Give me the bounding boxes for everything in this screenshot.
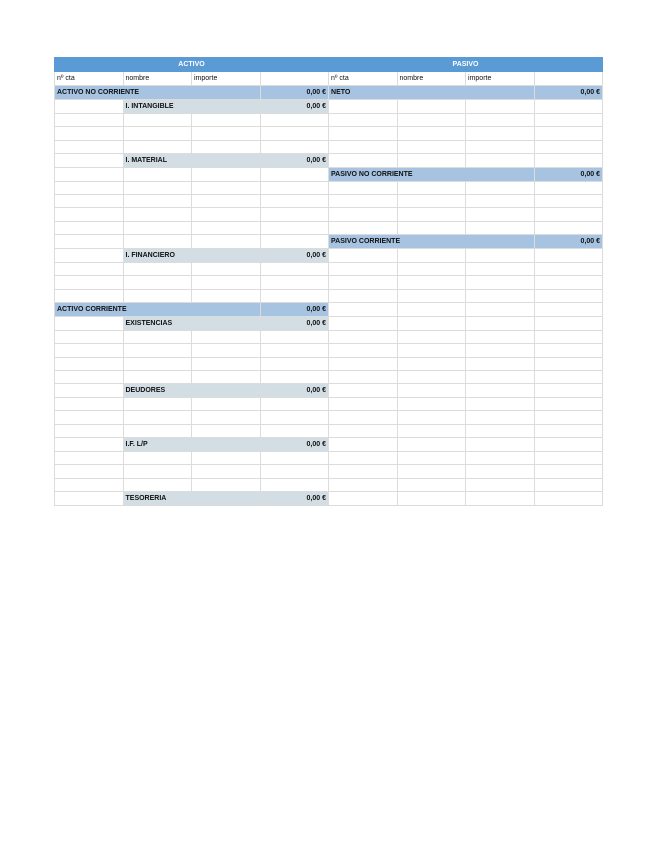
empty-cell[interactable]	[397, 370, 466, 383]
pasivo-corriente-value[interactable]: 0,00 €	[534, 235, 603, 249]
empty-cell[interactable]	[466, 357, 535, 370]
empty-cell[interactable]	[466, 330, 535, 343]
empty-cell[interactable]	[260, 181, 329, 194]
empty-cell[interactable]	[466, 276, 535, 289]
empty-cell[interactable]	[534, 195, 603, 208]
empty-cell[interactable]	[329, 302, 398, 316]
col-header-nombre[interactable]: nombre	[123, 72, 192, 86]
neto-value[interactable]: 0,00 €	[534, 86, 603, 100]
empty-cell[interactable]	[397, 438, 466, 452]
empty-cell[interactable]	[260, 221, 329, 234]
empty-cell[interactable]	[260, 72, 329, 86]
empty-cell[interactable]	[534, 100, 603, 114]
empty-cell[interactable]	[534, 411, 603, 424]
empty-cell[interactable]	[466, 316, 535, 330]
empty-cell[interactable]	[192, 344, 261, 357]
empty-cell[interactable]	[466, 100, 535, 114]
empty-cell[interactable]	[534, 127, 603, 140]
sheet-row	[55, 153, 603, 167]
empty-cell[interactable]	[55, 181, 124, 194]
empty-cell[interactable]	[329, 289, 398, 302]
empty-cell[interactable]	[397, 491, 466, 505]
empty-cell[interactable]	[466, 195, 535, 208]
sheet-row	[55, 140, 603, 153]
empty-cell[interactable]	[397, 424, 466, 437]
sheet-row	[55, 478, 603, 491]
empty-cell[interactable]	[260, 478, 329, 491]
empty-cell[interactable]	[260, 263, 329, 276]
empty-cell[interactable]	[397, 195, 466, 208]
empty-cell[interactable]	[260, 465, 329, 478]
empty-cell[interactable]	[123, 357, 192, 370]
empty-cell[interactable]	[397, 289, 466, 302]
empty-cell[interactable]	[123, 478, 192, 491]
empty-cell[interactable]	[534, 384, 603, 398]
empty-cell[interactable]	[55, 100, 124, 114]
empty-cell[interactable]	[192, 411, 261, 424]
empty-cell[interactable]	[260, 114, 329, 127]
empty-cell[interactable]	[123, 465, 192, 478]
empty-cell[interactable]	[534, 316, 603, 330]
empty-cell[interactable]	[329, 384, 398, 398]
empty-cell[interactable]	[192, 424, 261, 437]
empty-cell[interactable]	[55, 276, 124, 289]
empty-cell[interactable]	[329, 398, 398, 411]
empty-cell[interactable]	[329, 140, 398, 153]
empty-cell[interactable]	[192, 167, 261, 181]
empty-cell[interactable]	[55, 127, 124, 140]
empty-cell[interactable]	[55, 263, 124, 276]
empty-cell[interactable]	[192, 452, 261, 465]
empty-cell[interactable]	[123, 424, 192, 437]
sheet-row	[55, 384, 603, 398]
empty-cell[interactable]	[260, 140, 329, 153]
sheet-row	[55, 235, 603, 249]
empty-cell[interactable]	[55, 438, 124, 452]
empty-cell[interactable]	[534, 276, 603, 289]
empty-cell[interactable]	[466, 465, 535, 478]
sheet-row	[55, 357, 603, 370]
activo-header[interactable]: ACTIVO	[55, 58, 329, 72]
empty-cell[interactable]	[55, 289, 124, 302]
empty-cell[interactable]	[329, 127, 398, 140]
neto-label[interactable]: NETO	[329, 86, 535, 100]
empty-cell[interactable]	[466, 153, 535, 167]
empty-cell[interactable]	[260, 398, 329, 411]
sheet-row	[55, 465, 603, 478]
empty-cell[interactable]	[397, 316, 466, 330]
pasivo-no-corriente-value[interactable]: 0,00 €	[534, 167, 603, 181]
empty-cell[interactable]	[55, 221, 124, 234]
empty-cell[interactable]	[397, 384, 466, 398]
financiero-value[interactable]: 0,00 €	[260, 249, 329, 263]
empty-cell[interactable]	[55, 370, 124, 383]
empty-cell[interactable]	[534, 72, 603, 86]
empty-cell[interactable]	[466, 181, 535, 194]
empty-cell[interactable]	[260, 167, 329, 181]
empty-cell[interactable]	[534, 398, 603, 411]
empty-cell[interactable]	[55, 465, 124, 478]
empty-cell[interactable]	[397, 452, 466, 465]
empty-cell[interactable]	[55, 384, 124, 398]
empty-cell[interactable]	[466, 249, 535, 263]
empty-cell[interactable]	[55, 330, 124, 343]
empty-cell[interactable]	[55, 153, 124, 167]
empty-cell[interactable]	[192, 114, 261, 127]
empty-cell[interactable]	[534, 438, 603, 452]
empty-cell[interactable]	[192, 357, 261, 370]
pasivo-header[interactable]: PASIVO	[329, 58, 603, 72]
sheet-row	[55, 263, 603, 276]
sheet-row	[55, 424, 603, 437]
col-header-importe[interactable]: importe	[466, 72, 535, 86]
empty-cell[interactable]	[329, 208, 398, 221]
empty-cell[interactable]	[397, 344, 466, 357]
empty-cell[interactable]	[397, 208, 466, 221]
empty-cell[interactable]	[534, 357, 603, 370]
col-header-importe[interactable]: importe	[192, 72, 261, 86]
sheet-row	[55, 344, 603, 357]
empty-cell[interactable]	[329, 100, 398, 114]
empty-cell[interactable]	[466, 491, 535, 505]
existencias-value[interactable]: 0,00 €	[260, 316, 329, 330]
empty-cell[interactable]	[192, 127, 261, 140]
empty-cell[interactable]	[534, 302, 603, 316]
empty-cell[interactable]	[397, 478, 466, 491]
empty-cell[interactable]	[397, 263, 466, 276]
empty-cell[interactable]	[123, 195, 192, 208]
empty-cell[interactable]	[123, 167, 192, 181]
sheet-row	[55, 181, 603, 194]
empty-cell[interactable]	[466, 424, 535, 437]
tesoreria-label[interactable]: TESORERIA	[123, 491, 260, 505]
sheet-row	[55, 167, 603, 181]
tesoreria-value[interactable]: 0,00 €	[260, 491, 329, 505]
empty-cell[interactable]	[260, 208, 329, 221]
empty-cell[interactable]	[329, 370, 398, 383]
if-lp-value[interactable]: 0,00 €	[260, 438, 329, 452]
empty-cell[interactable]	[397, 302, 466, 316]
sheet-row	[55, 491, 603, 505]
deudores-label[interactable]: DEUDORES	[123, 384, 260, 398]
empty-cell[interactable]	[397, 411, 466, 424]
empty-cell[interactable]	[123, 276, 192, 289]
empty-cell[interactable]	[534, 263, 603, 276]
empty-cell[interactable]	[329, 357, 398, 370]
pasivo-no-corriente-label[interactable]: PASIVO NO CORRIENTE	[329, 167, 535, 181]
empty-cell[interactable]	[329, 330, 398, 343]
empty-cell[interactable]	[192, 289, 261, 302]
empty-cell[interactable]	[534, 491, 603, 505]
empty-cell[interactable]	[329, 344, 398, 357]
intangible-value[interactable]: 0,00 €	[260, 100, 329, 114]
empty-cell[interactable]	[192, 465, 261, 478]
empty-cell[interactable]	[329, 438, 398, 452]
empty-cell[interactable]	[466, 263, 535, 276]
empty-cell[interactable]	[397, 114, 466, 127]
empty-cell[interactable]	[123, 127, 192, 140]
empty-cell[interactable]	[329, 181, 398, 194]
empty-cell[interactable]	[260, 411, 329, 424]
empty-cell[interactable]	[260, 195, 329, 208]
empty-cell[interactable]	[55, 249, 124, 263]
col-header-ncta[interactable]: nº cta	[55, 72, 124, 86]
empty-cell[interactable]	[260, 276, 329, 289]
sheet-row	[55, 58, 603, 72]
empty-cell[interactable]	[192, 140, 261, 153]
sheet-row	[55, 370, 603, 383]
empty-cell[interactable]	[397, 465, 466, 478]
sheet-row	[55, 452, 603, 465]
empty-cell[interactable]	[55, 344, 124, 357]
empty-cell[interactable]	[466, 208, 535, 221]
empty-cell[interactable]	[534, 249, 603, 263]
sheet-row	[55, 249, 603, 263]
sheet-row	[55, 302, 603, 316]
empty-cell[interactable]	[192, 478, 261, 491]
empty-cell[interactable]	[55, 357, 124, 370]
financiero-label[interactable]: I. FINANCIERO	[123, 249, 260, 263]
empty-cell[interactable]	[397, 221, 466, 234]
empty-cell[interactable]	[55, 424, 124, 437]
empty-cell[interactable]	[397, 140, 466, 153]
empty-cell[interactable]	[466, 452, 535, 465]
intangible-label[interactable]: I. INTANGIBLE	[123, 100, 260, 114]
empty-cell[interactable]	[192, 330, 261, 343]
empty-cell[interactable]	[192, 398, 261, 411]
empty-cell[interactable]	[123, 452, 192, 465]
sheet-row	[55, 72, 603, 86]
empty-cell[interactable]	[466, 289, 535, 302]
empty-cell[interactable]	[534, 330, 603, 343]
deudores-value[interactable]: 0,00 €	[260, 384, 329, 398]
empty-cell[interactable]	[55, 195, 124, 208]
empty-cell[interactable]	[123, 140, 192, 153]
empty-cell[interactable]	[466, 344, 535, 357]
pasivo-corriente-label[interactable]: PASIVO CORRIENTE	[329, 235, 535, 249]
empty-cell[interactable]	[123, 289, 192, 302]
empty-cell[interactable]	[397, 249, 466, 263]
empty-cell[interactable]	[55, 208, 124, 221]
sheet-row	[55, 438, 603, 452]
empty-cell[interactable]	[260, 289, 329, 302]
empty-cell[interactable]	[329, 491, 398, 505]
if-lp-label[interactable]: I.F. L/P	[123, 438, 260, 452]
empty-cell[interactable]	[466, 127, 535, 140]
sheet-row	[55, 114, 603, 127]
activo-corriente-value[interactable]: 0,00 €	[260, 302, 329, 316]
empty-cell[interactable]	[123, 330, 192, 343]
sheet-row	[55, 276, 603, 289]
empty-cell[interactable]	[534, 370, 603, 383]
empty-cell[interactable]	[329, 114, 398, 127]
empty-cell[interactable]	[329, 263, 398, 276]
empty-cell[interactable]	[260, 344, 329, 357]
activo-no-corriente-value[interactable]: 0,00 €	[260, 86, 329, 100]
empty-cell[interactable]	[260, 127, 329, 140]
empty-cell[interactable]	[534, 221, 603, 234]
empty-cell[interactable]	[397, 357, 466, 370]
empty-cell[interactable]	[192, 235, 261, 249]
empty-cell[interactable]	[466, 438, 535, 452]
empty-cell[interactable]	[123, 208, 192, 221]
empty-cell[interactable]	[397, 181, 466, 194]
empty-cell[interactable]	[55, 398, 124, 411]
sheet-row	[55, 330, 603, 343]
empty-cell[interactable]	[534, 478, 603, 491]
empty-cell[interactable]	[466, 384, 535, 398]
empty-cell[interactable]	[123, 263, 192, 276]
empty-cell[interactable]	[329, 424, 398, 437]
sheet-row	[55, 411, 603, 424]
sheet-row	[55, 289, 603, 302]
empty-cell[interactable]	[466, 370, 535, 383]
empty-cell[interactable]	[260, 452, 329, 465]
empty-cell[interactable]	[534, 289, 603, 302]
existencias-label[interactable]: EXISTENCIAS	[123, 316, 260, 330]
empty-cell[interactable]	[192, 208, 261, 221]
empty-cell[interactable]	[192, 221, 261, 234]
sheet-row	[55, 221, 603, 234]
empty-cell[interactable]	[55, 235, 124, 249]
empty-cell[interactable]	[466, 411, 535, 424]
empty-cell[interactable]	[260, 424, 329, 437]
empty-cell[interactable]	[397, 276, 466, 289]
sheet-row	[55, 100, 603, 114]
empty-cell[interactable]	[123, 411, 192, 424]
empty-cell[interactable]	[123, 181, 192, 194]
empty-cell[interactable]	[329, 478, 398, 491]
empty-cell[interactable]	[534, 344, 603, 357]
empty-cell[interactable]	[55, 491, 124, 505]
empty-cell[interactable]	[534, 208, 603, 221]
empty-cell[interactable]	[534, 424, 603, 437]
empty-cell[interactable]	[192, 276, 261, 289]
empty-cell[interactable]	[329, 452, 398, 465]
empty-cell[interactable]	[329, 221, 398, 234]
col-header-ncta[interactable]: nº cta	[329, 72, 398, 86]
sheet-row	[55, 86, 603, 100]
empty-cell[interactable]	[329, 276, 398, 289]
empty-cell[interactable]	[329, 316, 398, 330]
col-header-nombre[interactable]: nombre	[397, 72, 466, 86]
material-label[interactable]: I. MATERIAL	[123, 153, 260, 167]
empty-cell[interactable]	[329, 195, 398, 208]
empty-cell[interactable]	[534, 452, 603, 465]
empty-cell[interactable]	[192, 181, 261, 194]
empty-cell[interactable]	[329, 465, 398, 478]
empty-cell[interactable]	[55, 316, 124, 330]
empty-cell[interactable]	[123, 370, 192, 383]
empty-cell[interactable]	[329, 411, 398, 424]
empty-cell[interactable]	[397, 127, 466, 140]
empty-cell[interactable]	[466, 140, 535, 153]
empty-cell[interactable]	[55, 411, 124, 424]
empty-cell[interactable]	[55, 452, 124, 465]
empty-cell[interactable]	[55, 478, 124, 491]
empty-cell[interactable]	[534, 153, 603, 167]
empty-cell[interactable]	[466, 398, 535, 411]
empty-cell[interactable]	[534, 140, 603, 153]
empty-cell[interactable]	[397, 330, 466, 343]
empty-cell[interactable]	[123, 221, 192, 234]
empty-cell[interactable]	[534, 465, 603, 478]
empty-cell[interactable]	[466, 114, 535, 127]
empty-cell[interactable]	[329, 249, 398, 263]
activo-no-corriente-label[interactable]: ACTIVO NO CORRIENTE	[55, 86, 261, 100]
sheet-row	[55, 316, 603, 330]
sheet-row	[55, 127, 603, 140]
empty-cell[interactable]	[192, 370, 261, 383]
empty-cell[interactable]	[397, 100, 466, 114]
empty-cell[interactable]	[123, 344, 192, 357]
empty-cell[interactable]	[466, 302, 535, 316]
activo-corriente-label[interactable]: ACTIVO CORRIENTE	[55, 302, 261, 316]
empty-cell[interactable]	[466, 221, 535, 234]
empty-cell[interactable]	[55, 140, 124, 153]
empty-cell[interactable]	[192, 195, 261, 208]
empty-cell[interactable]	[260, 357, 329, 370]
empty-cell[interactable]	[260, 370, 329, 383]
empty-cell[interactable]	[123, 398, 192, 411]
empty-cell[interactable]	[123, 114, 192, 127]
empty-cell[interactable]	[55, 167, 124, 181]
sheet-row	[55, 195, 603, 208]
empty-cell[interactable]	[192, 263, 261, 276]
material-value[interactable]: 0,00 €	[260, 153, 329, 167]
sheet-row	[55, 398, 603, 411]
empty-cell[interactable]	[534, 114, 603, 127]
sheet-row	[55, 208, 603, 221]
empty-cell[interactable]	[55, 114, 124, 127]
empty-cell[interactable]	[260, 235, 329, 249]
empty-cell[interactable]	[397, 398, 466, 411]
empty-cell[interactable]	[466, 478, 535, 491]
empty-cell[interactable]	[329, 153, 398, 167]
empty-cell[interactable]	[260, 330, 329, 343]
empty-cell[interactable]	[123, 235, 192, 249]
empty-cell[interactable]	[397, 153, 466, 167]
balance-sheet-table	[54, 57, 603, 506]
empty-cell[interactable]	[534, 181, 603, 194]
